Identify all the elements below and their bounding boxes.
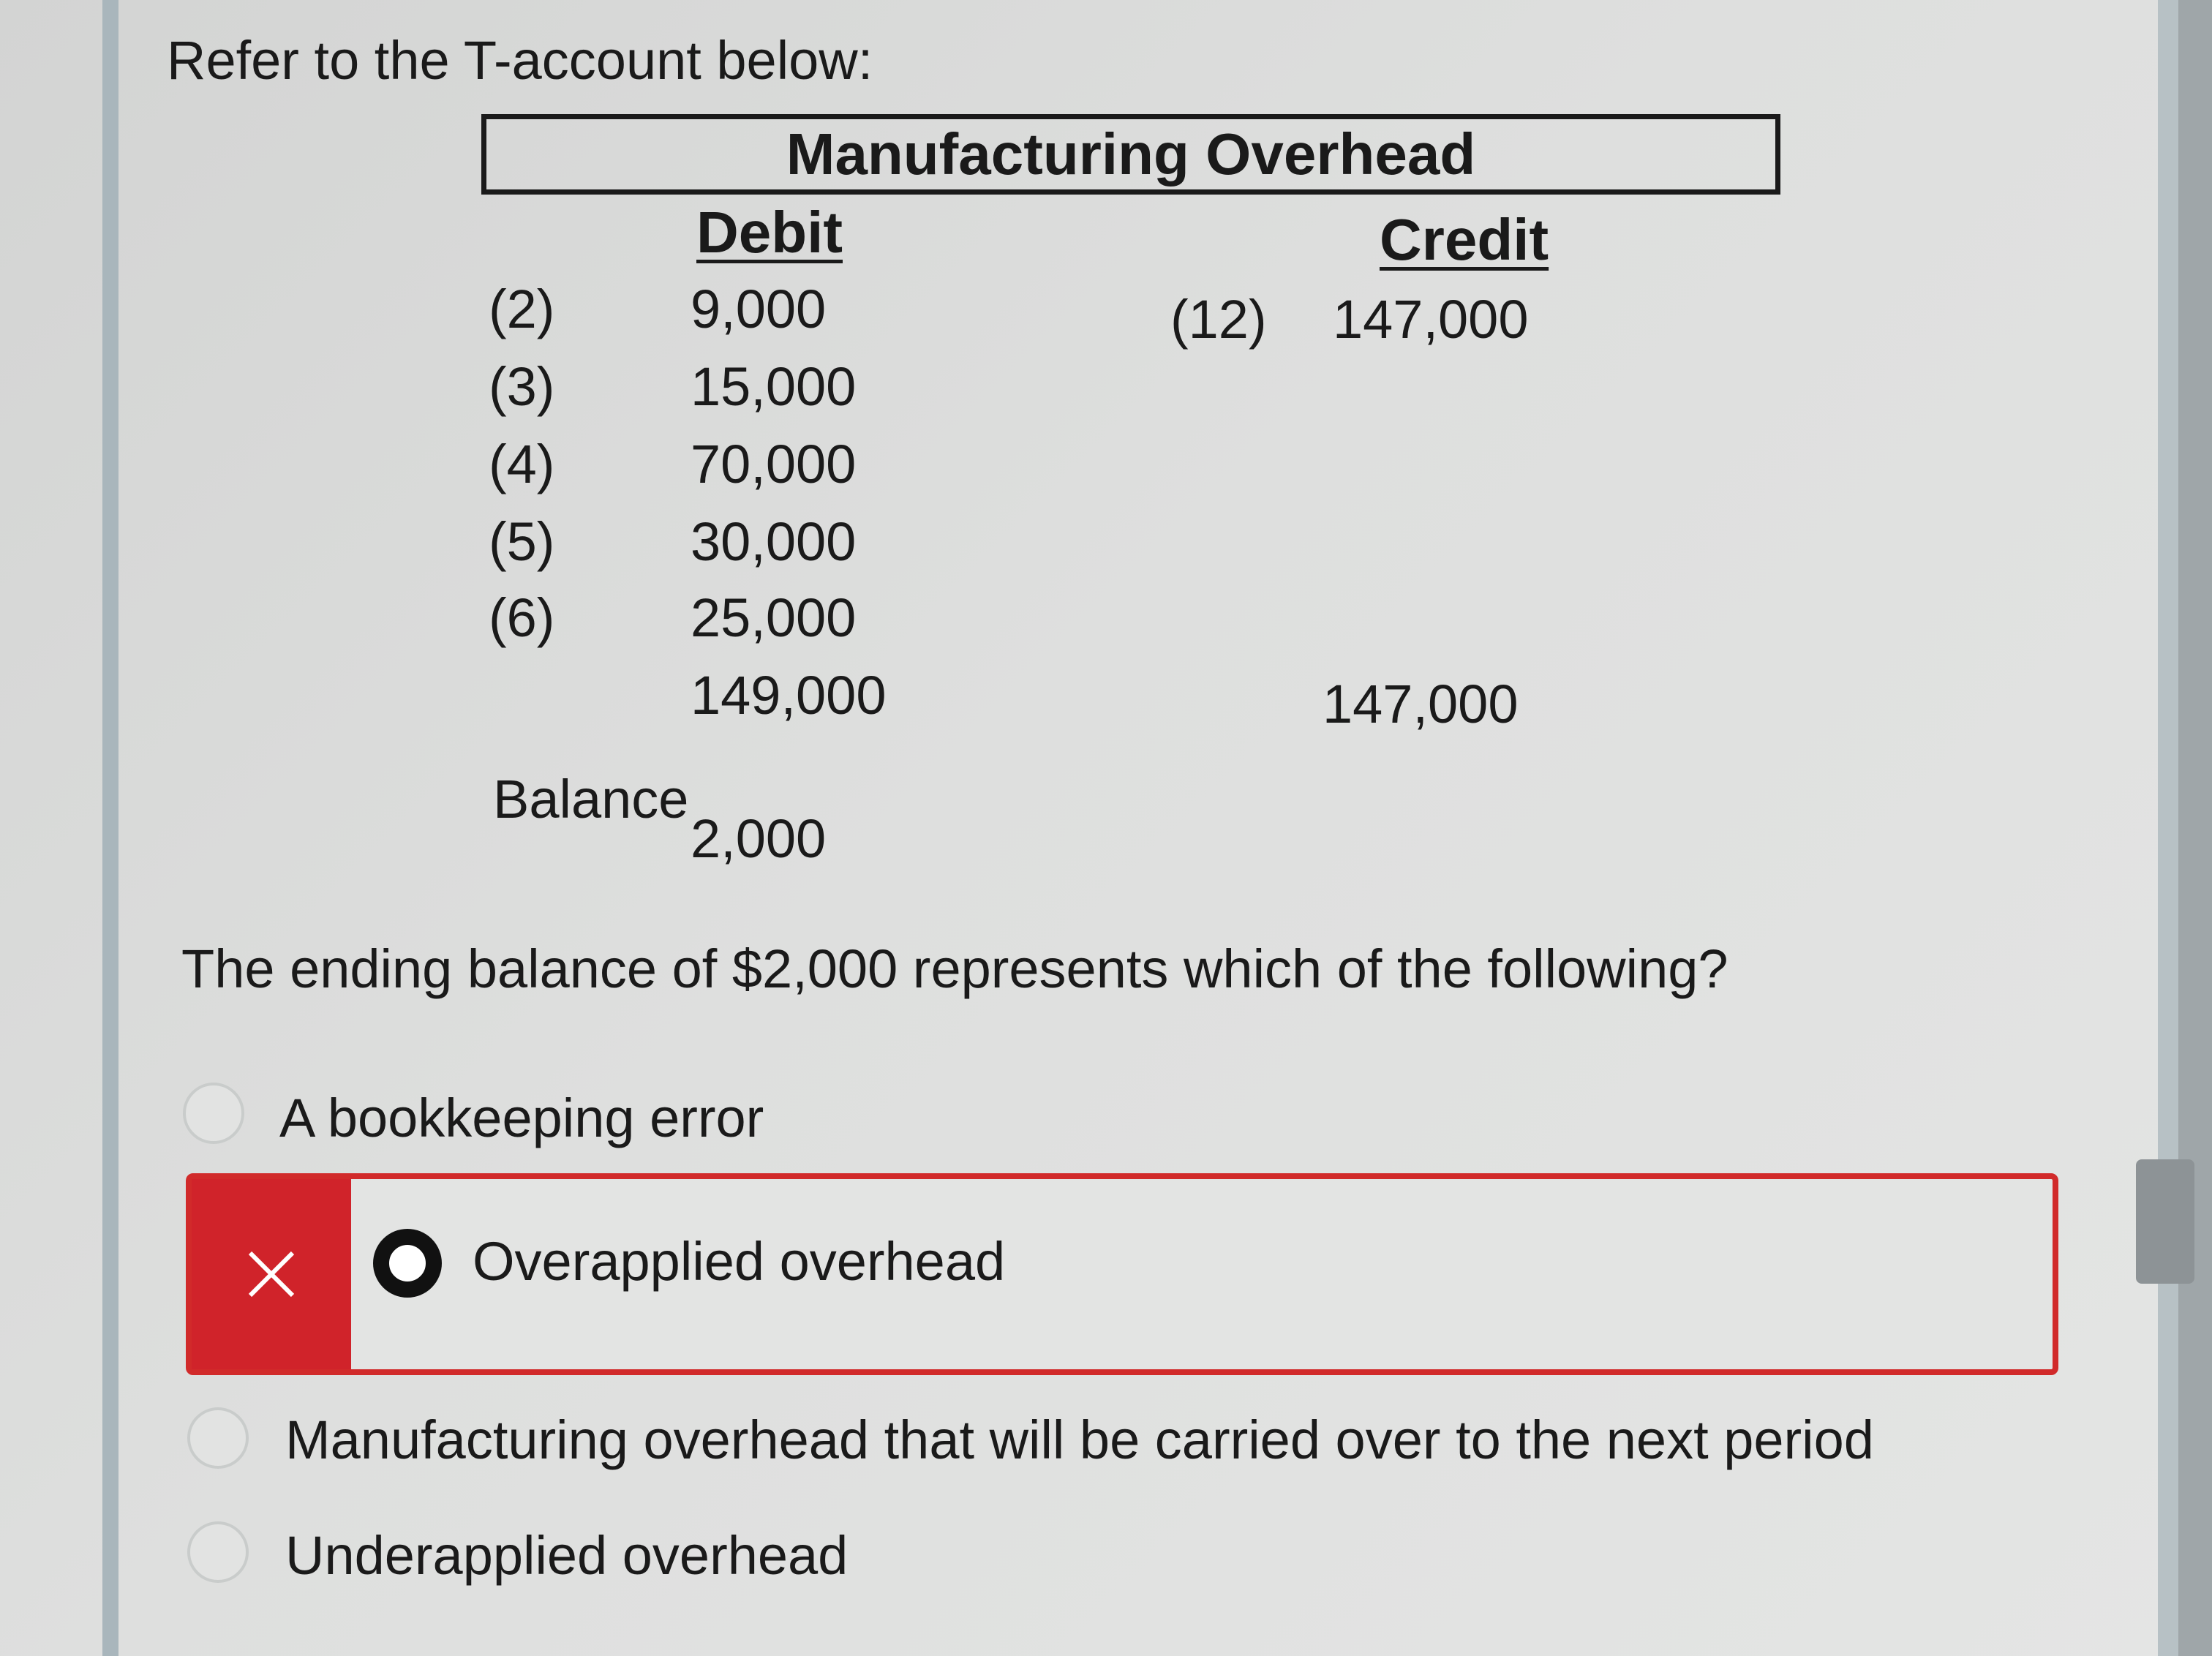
left-frame-edge	[102, 0, 118, 1656]
incorrect-flag	[192, 1179, 351, 1369]
right-frame-edge	[2158, 0, 2178, 1656]
close-icon	[246, 1249, 297, 1300]
debit-ref: (2)	[489, 279, 555, 339]
debit-amount: 70,000	[691, 434, 857, 494]
debit-amount: 25,000	[691, 587, 857, 648]
balance-amount: 2,000	[691, 808, 827, 869]
t-account-title: Manufacturing Overhead	[786, 121, 1476, 187]
debit-ref: (5)	[489, 511, 555, 572]
question-text: The ending balance of $2,000 represents which of the following?	[181, 938, 1728, 999]
debit-ref: (3)	[489, 356, 555, 417]
selected-answer-incorrect[interactable]	[186, 1173, 2058, 1375]
option-label[interactable]: Manufacturing overhead that will be carried over to the next period	[285, 1410, 1874, 1470]
question-prompt: Refer to the T-account below:	[167, 30, 873, 91]
debit-ref: (6)	[489, 587, 555, 648]
radio-option-3[interactable]	[187, 1407, 249, 1469]
radio-option-4[interactable]	[187, 1521, 249, 1583]
credit-ref: (12)	[1170, 289, 1267, 350]
balance-label: Balance	[493, 769, 689, 829]
debit-header: Debit	[696, 200, 843, 265]
radio-option-2-selected[interactable]	[373, 1229, 442, 1298]
debit-amount: 9,000	[691, 279, 827, 339]
credit-total: 147,000	[1323, 674, 1519, 734]
credit-header: Credit	[1380, 207, 1549, 272]
option-label[interactable]: Underapplied overhead	[285, 1525, 849, 1586]
radio-option-1[interactable]	[183, 1083, 244, 1144]
t-account-title-box	[481, 114, 1780, 195]
page-scrollbar-track[interactable]	[2178, 0, 2212, 1656]
credit-amount: 147,000	[1333, 289, 1529, 350]
debit-ref: (4)	[489, 434, 555, 494]
option-label[interactable]: A bookkeeping error	[279, 1088, 764, 1148]
debit-amount: 30,000	[691, 511, 857, 572]
page-scrollbar-thumb[interactable]	[2136, 1159, 2194, 1284]
option-label[interactable]: Overapplied overhead	[473, 1231, 1006, 1292]
debit-total: 149,000	[691, 665, 887, 726]
debit-amount: 15,000	[691, 356, 857, 417]
